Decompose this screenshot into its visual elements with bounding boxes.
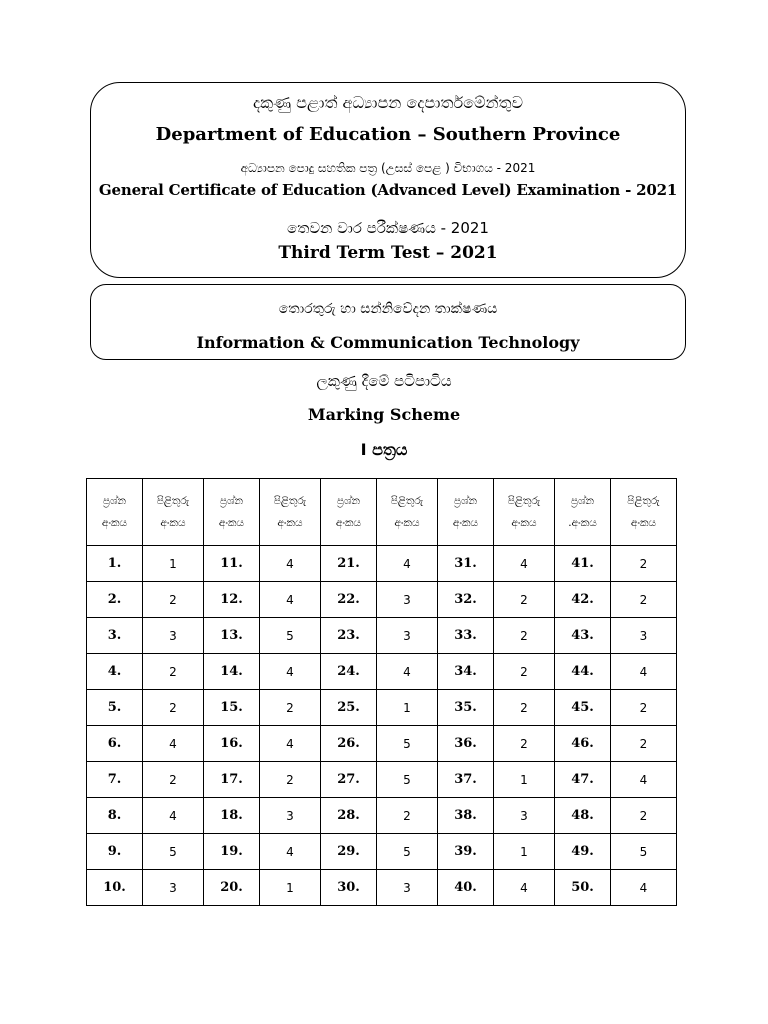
answer-cell: 2 [494,618,555,654]
answer-cell: 3 [377,870,438,906]
question-number-cell: 40. [438,870,494,906]
answer-cell: 3 [143,618,204,654]
question-number-cell: 28. [321,798,377,834]
question-number-header [555,479,611,546]
answer-cell: 3 [377,582,438,618]
department-english: Department of Education – Southern Province [155,124,621,145]
answer-cell: 3 [377,618,438,654]
question-number-cell: 42. [555,582,611,618]
answer-cell: 5 [260,618,321,654]
header-line: ප්‍රශ්න [219,495,244,507]
header-line: පිළිතුරු [156,495,190,507]
table-row [87,582,677,618]
answer-cell: 2 [143,582,204,618]
answer-cell: 2 [260,690,321,726]
answer-cell: 5 [143,834,204,870]
table-row [87,834,677,870]
header-line: පිළිතුරු [627,495,660,507]
question-number-cell: 22. [321,582,377,618]
department-sinhala: දකුණු පළාත් අධ්‍යාපන දෙපාර්තමේන්තුව [252,93,523,112]
question-number-cell: 50. [555,870,611,906]
question-number-cell: 44. [555,654,611,690]
marking-scheme-title: Marking Scheme [307,405,461,424]
answer-cell: 2 [611,726,677,762]
answer-cell: 2 [611,798,677,834]
table-header-row [87,479,677,546]
question-number-cell: 37. [438,762,494,798]
answer-cell: 2 [143,690,204,726]
exam-title-english: General Certificate of Education (Advanced Level) Examination - 2021 [98,181,678,199]
question-number-cell: 16. [204,726,260,762]
header-line: ප්‍රශ්න [336,495,361,507]
table-row [87,798,677,834]
answer-number-header [260,479,321,546]
question-number-cell: 25. [321,690,377,726]
question-number-cell: 33. [438,618,494,654]
table-row [87,870,677,906]
answer-cell: 2 [143,654,204,690]
question-number-cell: 48. [555,798,611,834]
term-test-english: Third Term Test – 2021 [278,243,498,263]
question-number-cell: 29. [321,834,377,870]
question-number-cell: 11. [204,546,260,582]
answer-cell: 4 [377,654,438,690]
exam-header-box [90,82,686,278]
answer-cell: 2 [494,726,555,762]
question-number-cell: 7. [87,762,143,798]
subject-box [90,284,686,360]
question-number-cell: 17. [204,762,260,798]
answer-cell: 2 [611,546,677,582]
answer-cell: 4 [260,546,321,582]
answer-cell: 4 [260,654,321,690]
header-line: අංකය [218,517,245,529]
answer-cell: 2 [494,582,555,618]
answer-cell: 2 [143,762,204,798]
answer-cell: 5 [377,834,438,870]
question-number-cell: 14. [204,654,260,690]
answer-cell: 4 [611,762,677,798]
header-line: අංකය [277,517,303,529]
answer-number-header [143,479,204,546]
table-row [87,546,677,582]
subject-sinhala: තොරතුරු හා සන්නිවේදන තාක්ෂණය [278,301,498,317]
header-line: අංකය [630,517,657,529]
answer-cell: 4 [494,546,555,582]
answer-cell: 4 [377,546,438,582]
answer-cell: 5 [377,726,438,762]
question-number-cell: 26. [321,726,377,762]
question-number-cell: 49. [555,834,611,870]
question-number-cell: 8. [87,798,143,834]
question-number-cell: 24. [321,654,377,690]
question-number-cell: 45. [555,690,611,726]
question-number-cell: 10. [87,870,143,906]
answer-cell: 1 [260,870,321,906]
answer-cell: 1 [377,690,438,726]
question-number-cell: 23. [321,618,377,654]
answer-cell: 3 [611,618,677,654]
answer-cell: 4 [260,834,321,870]
answer-cell: 3 [143,870,204,906]
answer-cell: 1 [494,834,555,870]
header-line: ප්‍රශ්න [570,495,595,507]
table-body [87,546,677,906]
question-number-header [204,479,260,546]
paper-label: I පත්‍රය [360,440,408,459]
answer-cell: 1 [143,546,204,582]
question-number-cell: 36. [438,726,494,762]
header-line: පිළිතුරු [273,495,307,507]
question-number-cell: 5. [87,690,143,726]
answer-number-header [611,479,677,546]
question-number-cell: 15. [204,690,260,726]
question-number-cell: 39. [438,834,494,870]
answer-cell: 3 [260,798,321,834]
table-row [87,690,677,726]
answer-cell: 3 [494,798,555,834]
question-number-cell: 47. [555,762,611,798]
answer-cell: 2 [611,690,677,726]
answer-cell: 2 [611,582,677,618]
header-line: අංකය [452,517,479,529]
answer-cell: 4 [143,726,204,762]
header-line: අංකය [160,517,186,529]
question-number-cell: 3. [87,618,143,654]
header-line: අංකය [101,517,128,529]
question-number-cell: 1. [87,546,143,582]
answer-cell: 4 [260,726,321,762]
answer-cell: 4 [260,582,321,618]
header-line: ප්‍රශ්න [102,495,127,507]
answer-number-header [494,479,555,546]
answer-cell: 2 [377,798,438,834]
answer-cell: 2 [494,690,555,726]
header-line: අංකය [394,517,420,529]
question-number-cell: 20. [204,870,260,906]
question-number-cell: 2. [87,582,143,618]
question-number-cell: 21. [321,546,377,582]
subject-english: Information & Communication Technology [196,333,580,352]
term-test-sinhala: තෙවන වාර පරීක්ෂණය - 2021 [287,219,489,237]
question-number-header [87,479,143,546]
table-row [87,654,677,690]
question-number-cell: 43. [555,618,611,654]
header-line: පිළිතුරු [507,495,541,507]
question-number-cell: 34. [438,654,494,690]
question-number-cell: 32. [438,582,494,618]
question-number-cell: 41. [555,546,611,582]
header-line: පිළිතුරු [390,495,424,507]
question-number-header [321,479,377,546]
question-number-cell: 12. [204,582,260,618]
marking-scheme-sinhala: ලකුණු දීමේ පටිපාටිය [316,372,452,390]
answer-cell: 1 [494,762,555,798]
question-number-cell: 6. [87,726,143,762]
table-row [87,618,677,654]
question-number-cell: 38. [438,798,494,834]
answer-table [86,478,677,906]
answer-number-header [377,479,438,546]
question-number-cell: 31. [438,546,494,582]
question-number-cell: 9. [87,834,143,870]
answer-cell: 4 [611,654,677,690]
header-line: ප්‍රශ්න [453,495,478,507]
answer-cell: 4 [494,870,555,906]
question-number-cell: 13. [204,618,260,654]
question-number-cell: 30. [321,870,377,906]
question-number-cell: 46. [555,726,611,762]
answer-cell: 2 [260,762,321,798]
question-number-cell: 4. [87,654,143,690]
question-number-cell: 27. [321,762,377,798]
table-row [87,726,677,762]
question-number-header [438,479,494,546]
answer-cell: 5 [611,834,677,870]
question-number-cell: 18. [204,798,260,834]
answer-cell: 2 [494,654,555,690]
header-line: අංකය [335,517,362,529]
question-number-cell: 35. [438,690,494,726]
table-row [87,762,677,798]
header-line: .අංකය [568,517,597,529]
answer-cell: 5 [377,762,438,798]
question-number-cell: 19. [204,834,260,870]
answer-cell: 4 [143,798,204,834]
header-line: අංකය [511,517,537,529]
exam-title-sinhala: අධ්‍යාපන පොදු සහතික පත්‍ර (උසස් පෙළ ) විභාගය - 2021 [240,161,536,175]
answer-cell: 4 [611,870,677,906]
